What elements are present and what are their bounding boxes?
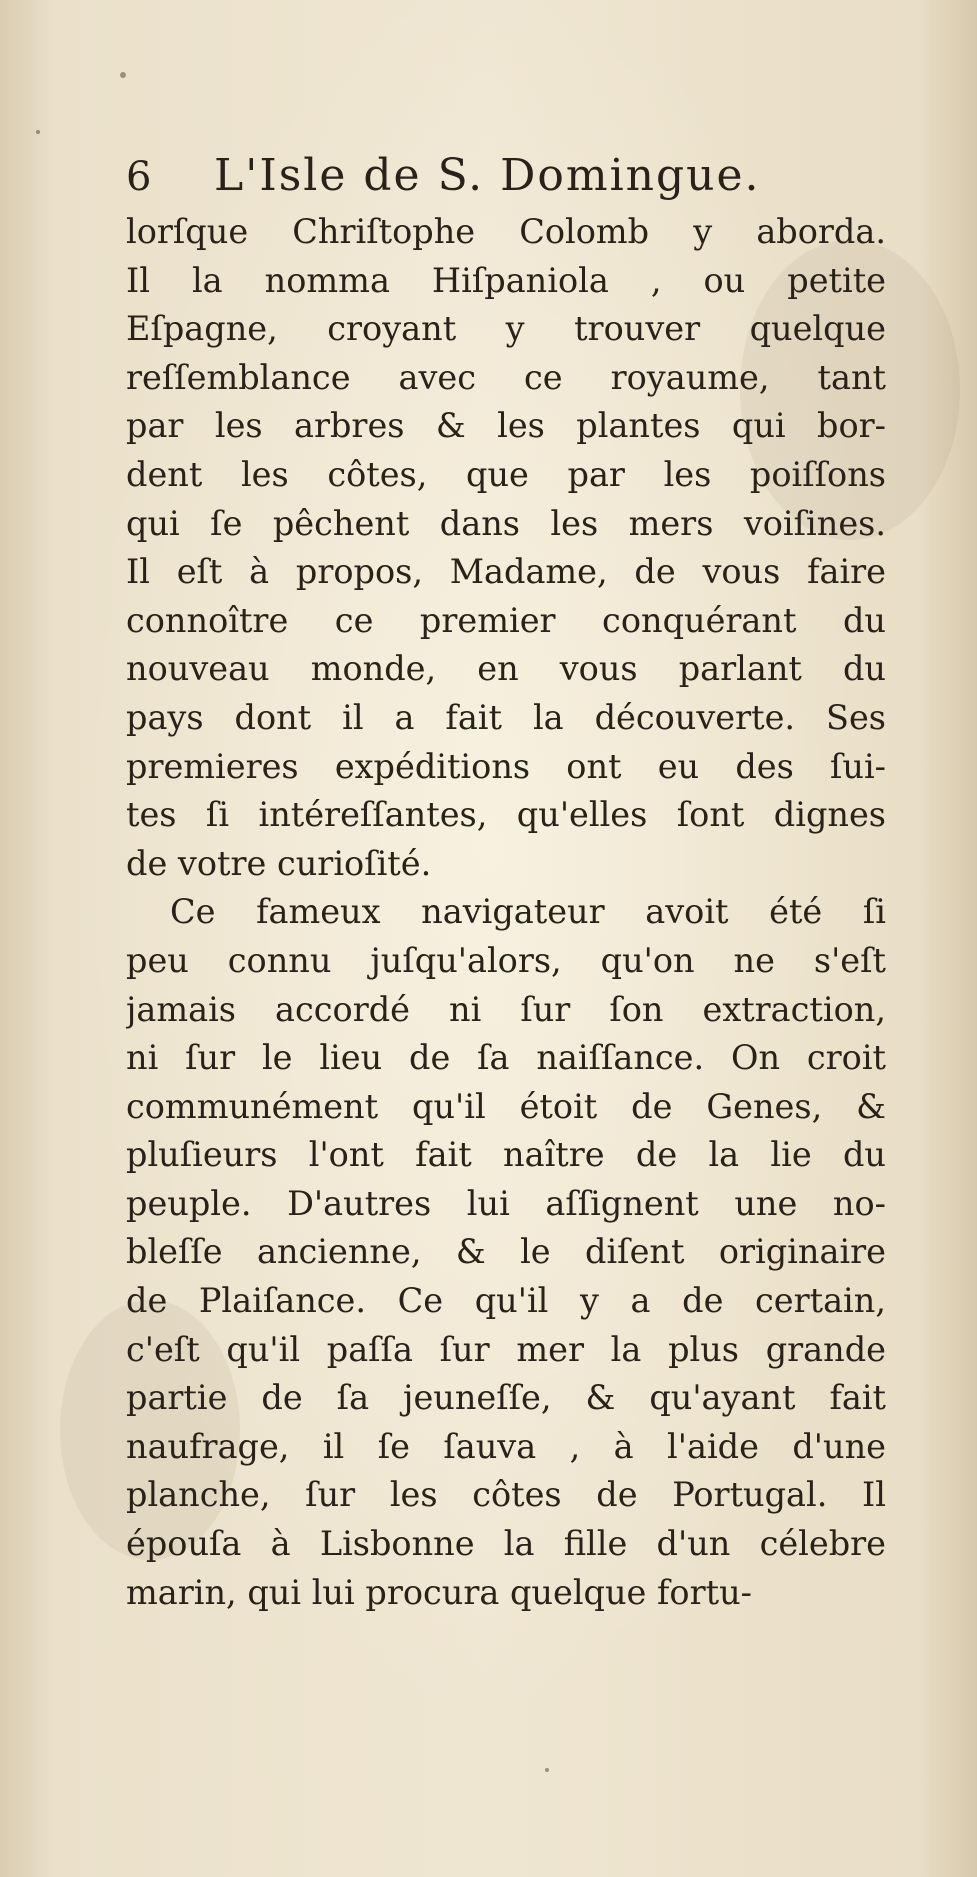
text-line: Ce fameux navigateur avoit été ſi <box>170 892 886 932</box>
text-line: nouveau monde, en vous parlant du <box>126 649 886 689</box>
text-line: pluſieurs l'ont fait naître de la lie du <box>126 1135 886 1175</box>
paragraph <box>126 208 886 888</box>
text-line: premieres expéditions ont eu des ſui- <box>126 746 886 786</box>
text-line: lorſque Chriſtophe Colomb y aborda. <box>126 212 886 251</box>
text-line: tes ſi intéreſſantes, qu'elles ſont dignes <box>126 795 886 835</box>
text-line: Il la nomma Hiſpaniola , ou petite <box>126 260 886 300</box>
text-line: bleſſe ancienne, & le diſent originaire <box>126 1232 886 1272</box>
text-line: planche, ſur les côtes de Portugal. Il <box>126 1475 886 1515</box>
text-line: c'eſt qu'il paſſa ſur mer la plus grande <box>126 1329 886 1369</box>
paper-speck <box>36 130 40 134</box>
text-line: marin, qui lui procura quelque fortu- <box>126 1572 752 1612</box>
text-line: qui ſe pêchent dans les mers voiſines. <box>126 503 886 543</box>
text-line: par les arbres & les plantes qui bor- <box>126 406 886 446</box>
running-head-title: L'Isle de S. Domingue. <box>214 150 761 201</box>
running-head <box>126 150 886 208</box>
text-line: peuple. D'autres lui aſſignent une no- <box>126 1183 886 1223</box>
paper-speck <box>120 72 126 78</box>
text-line: de votre curioſité. <box>126 843 432 883</box>
body-text <box>126 208 886 1617</box>
paragraph <box>126 888 886 1617</box>
text-line: pays dont il a fait la découverte. Ses <box>126 697 886 737</box>
text-line: de Plaiſance. Ce qu'il y a de certain, <box>126 1281 886 1321</box>
page-number: 6 <box>126 154 154 200</box>
paper-speck <box>545 1768 549 1772</box>
text-line: épouſa à Lisbonne la fille d'un célebre <box>126 1524 886 1564</box>
text-line: reſſemblance avec ce royaume, tant <box>126 357 886 397</box>
text-line: communément qu'il étoit de Genes, & <box>126 1086 886 1126</box>
text-block <box>126 150 886 1617</box>
text-line: partie de ſa jeuneſſe, & qu'ayant fait <box>126 1378 886 1418</box>
text-line: jamais accordé ni ſur ſon extraction, <box>126 989 886 1029</box>
text-line: connoître ce premier conquérant du <box>126 600 886 640</box>
text-line: Il eſt à propos, Madame, de vous faire <box>126 552 886 592</box>
text-line: dent les côtes, que par les poiſſons <box>126 454 886 494</box>
text-line: naufrage, il ſe ſauva , à l'aide d'une <box>126 1426 886 1466</box>
text-line: ni ſur le lieu de ſa naiſſance. On croit <box>126 1038 886 1078</box>
text-line: Eſpagne, croyant y trouver quelque <box>126 309 886 349</box>
text-line: peu connu juſqu'alors, qu'on ne s'eſt <box>126 940 886 980</box>
